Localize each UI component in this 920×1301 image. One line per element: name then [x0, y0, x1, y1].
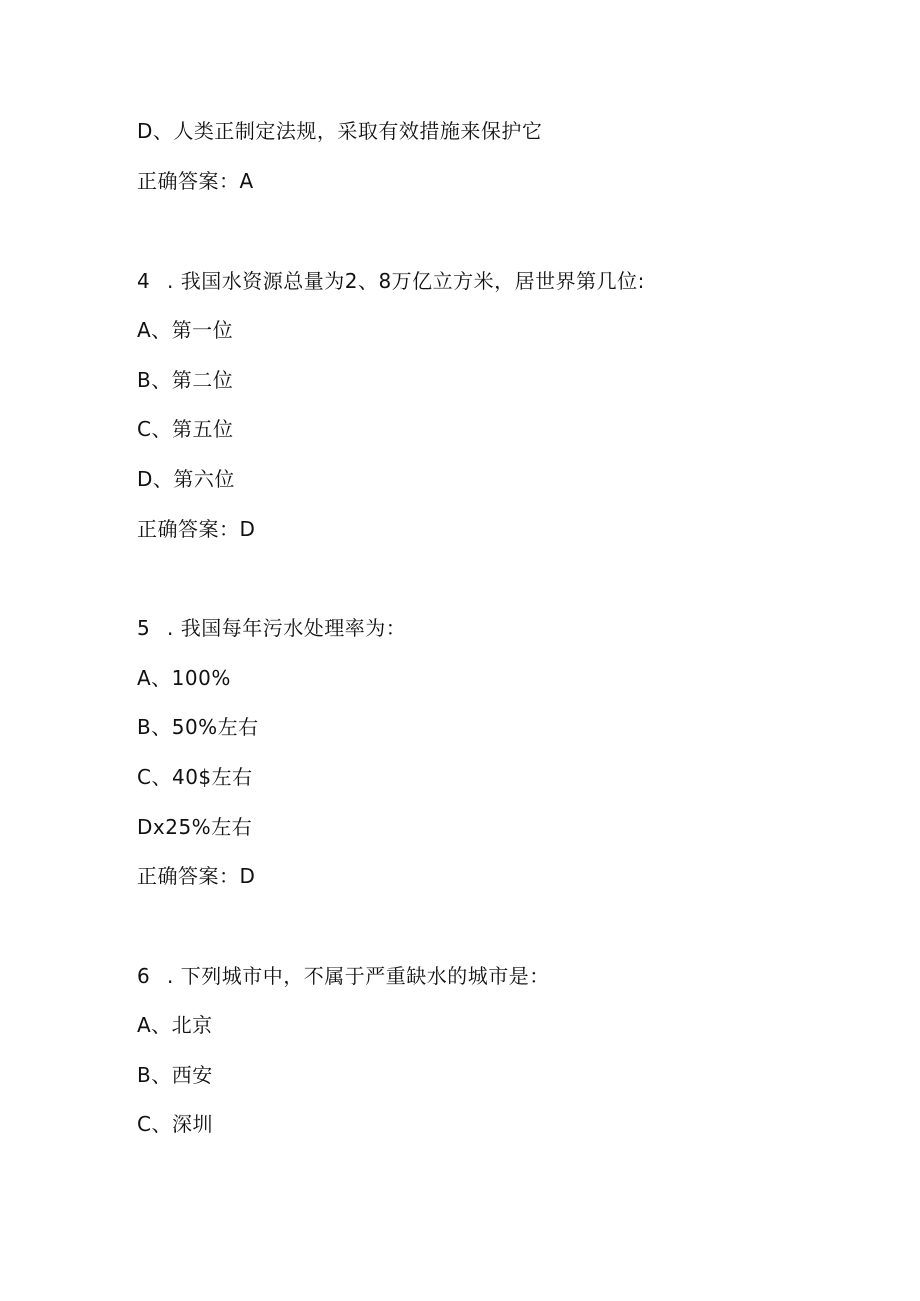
q4-text: . 我国水资源总量为2、8万亿立方米，居世界第几位: — [167, 269, 645, 293]
q6-number: 6 — [137, 964, 151, 988]
q4-option-c: C、第五位 — [137, 417, 234, 441]
q5-answer: 正确答案：D — [137, 864, 256, 888]
q6-option-a: A、北京 — [137, 1013, 213, 1037]
q3-option-d: D、人类正制定法规，采取有效措施来保护它 — [137, 119, 543, 143]
q5-text: . 我国每年污水处理率为： — [167, 616, 407, 640]
q5-question — [137, 614, 406, 642]
q3-answer: 正确答案：A — [137, 169, 254, 193]
q5-number: 5 — [137, 616, 151, 640]
q6-question — [137, 962, 550, 990]
q5-option-b: B、50%左右 — [137, 715, 259, 739]
q5-option-c: C、40$左右 — [137, 765, 253, 789]
q6-option-b: B、西安 — [137, 1063, 213, 1087]
q4-number: 4 — [137, 269, 151, 293]
q6-option-c: C、深圳 — [137, 1112, 213, 1136]
q4-question — [137, 267, 645, 295]
q6-text: . 下列城市中，不属于严重缺水的城市是： — [167, 964, 550, 988]
q4-option-a: A、第一位 — [137, 318, 234, 342]
q4-option-d: D、第六位 — [137, 467, 235, 491]
q4-option-b: B、第二位 — [137, 368, 234, 392]
q5-option-a: A、100% — [137, 666, 231, 690]
q4-answer: 正确答案：D — [137, 517, 256, 541]
q5-option-d: Dx25%左右 — [137, 815, 253, 839]
